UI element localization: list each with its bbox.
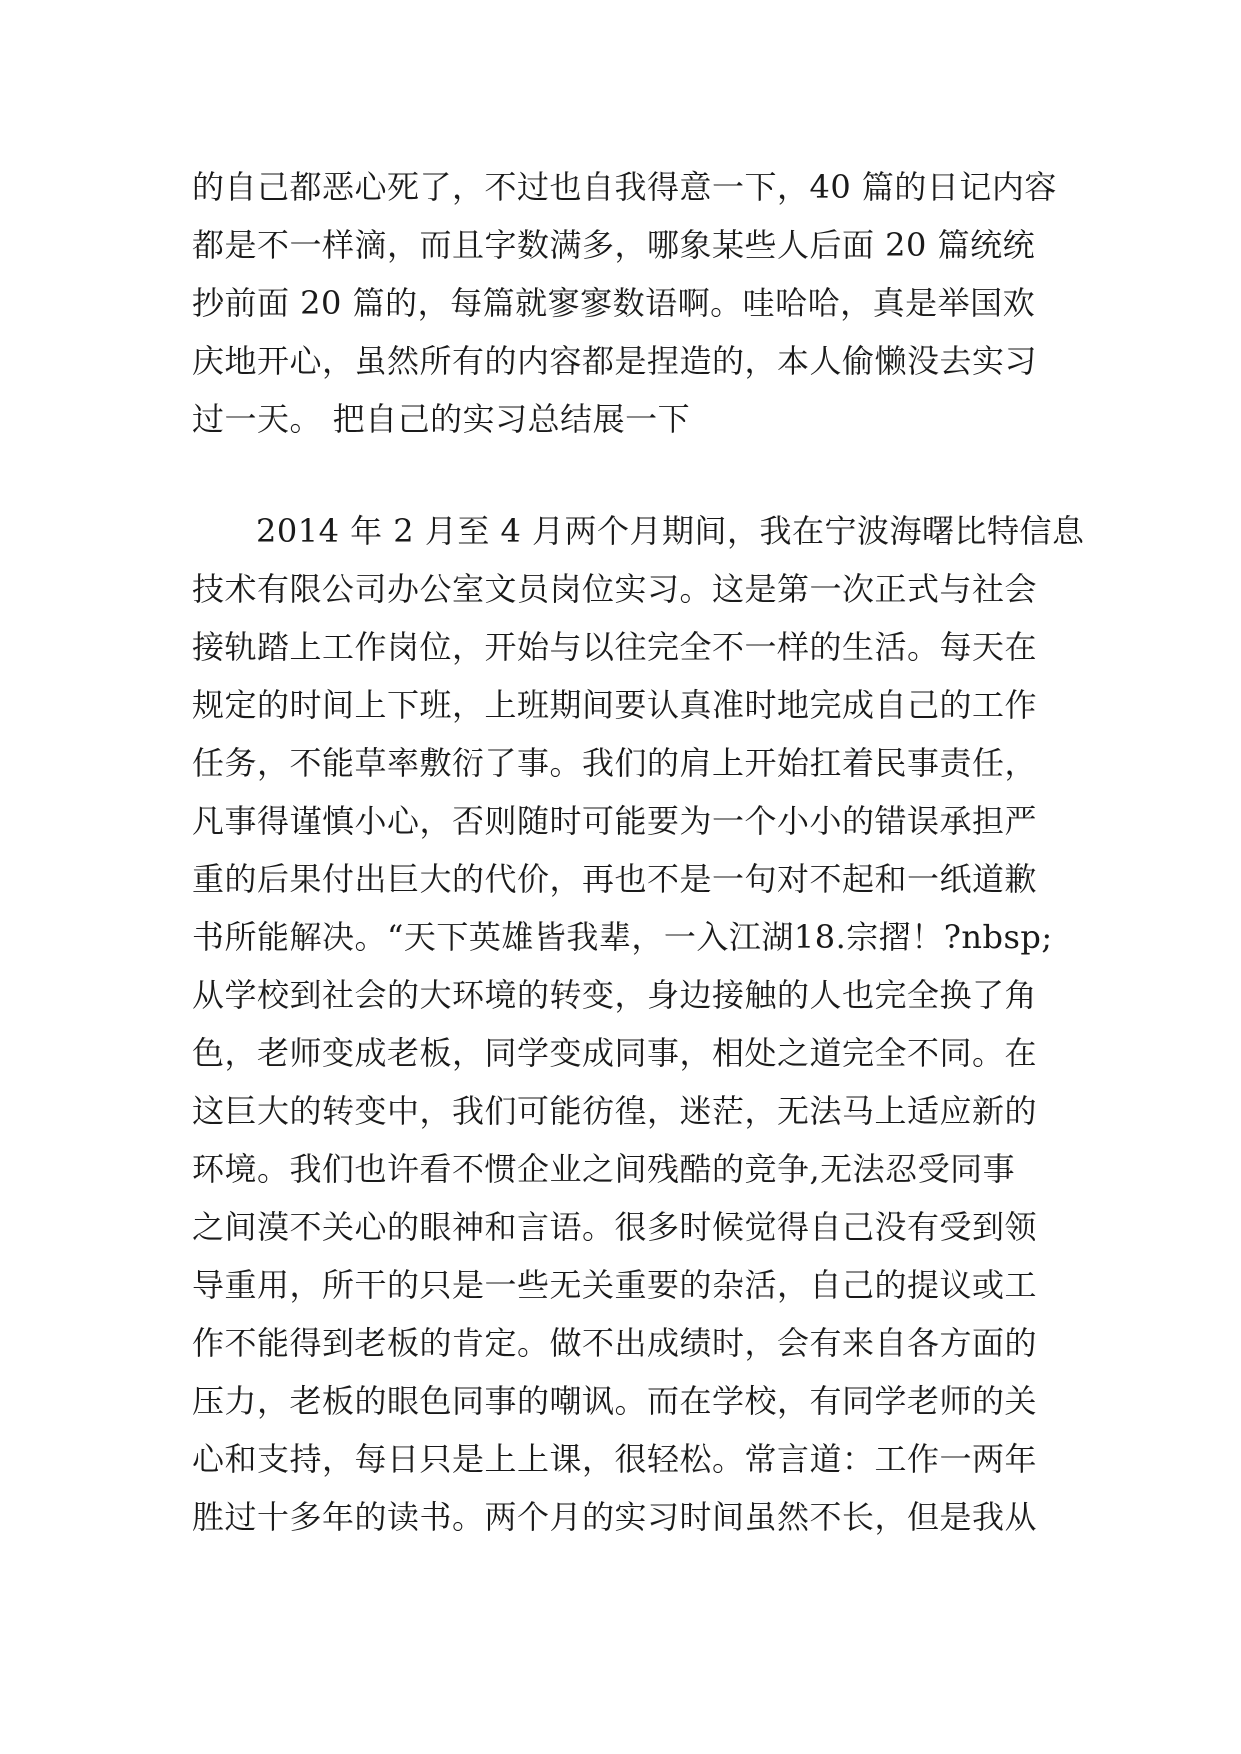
text-line: 之间漠不关心的眼神和言语。很多时候觉得自己没有受到领 (192, 1208, 1038, 1246)
paragraph (192, 158, 1057, 448)
text-line: 的自己都恶心死了，不过也自我得意一下，40 篇的日记内容 (192, 168, 1057, 206)
text-line: 凡事得谨慎小心，否则随时可能要为一个小小的错误承担严 (192, 802, 1038, 840)
paragraph (192, 502, 1085, 1546)
text-line: 作不能得到老板的肯定。做不出成绩时，会有来自各方面的 (192, 1324, 1038, 1362)
text-line: 都是不一样滴，而且字数满多，哪象某些人后面 20 篇统统 (192, 226, 1036, 264)
text-line: 庆地开心，虽然所有的内容都是捏造的，本人偷懒没去实习 (192, 342, 1038, 380)
text-line: 2014 年 2 月至 4 月两个月期间，我在宁波海曙比特信息 (256, 512, 1085, 550)
text-line: 过一天。 把自己的实习总结展一下 (192, 400, 691, 438)
text-line: 规定的时间上下班，上班期间要认真准时地完成自己的工作 (192, 686, 1038, 724)
text-line: 从学校到社会的大环境的转变，身边接触的人也完全换了角 (192, 976, 1038, 1014)
text-line: 环境。我们也许看不惯企业之间残酷的竞争,无法忍受同事 (192, 1150, 1016, 1188)
text-line: 导重用，所干的只是一些无关重要的杂活，自己的提议或工 (192, 1266, 1038, 1304)
text-line: 这巨大的转变中，我们可能彷徨，迷茫，无法马上适应新的 (192, 1092, 1038, 1130)
text-line: 任务，不能草率敷衍了事。我们的肩上开始扛着民事责任， (192, 744, 1038, 782)
text-line: 色，老师变成老板，同学变成同事，相处之道完全不同。在 (192, 1034, 1038, 1072)
text-line: 心和支持，每日只是上上课，很轻松。常言道：工作一两年 (192, 1440, 1038, 1478)
text-line: 接轨踏上工作岗位，开始与以往完全不一样的生活。每天在 (192, 628, 1038, 666)
text-line: 胜过十多年的读书。两个月的实习时间虽然不长，但是我从 (192, 1498, 1038, 1536)
text-line: 抄前面 20 篇的，每篇就寥寥数语啊。哇哈哈，真是举国欢 (192, 284, 1036, 322)
text-line: 压力，老板的眼色同事的嘲讽。而在学校，有同学老师的关 (192, 1382, 1038, 1420)
text-line: 技术有限公司办公室文员岗位实习。这是第一次正式与社会 (192, 570, 1038, 608)
text-line: 重的后果付出巨大的代价，再也不是一句对不起和一纸道歉 (192, 860, 1038, 898)
text-line: 书所能解决。“天下英雄皆我辈，一入江湖18.宗摺！?nbsp; (192, 918, 1053, 956)
